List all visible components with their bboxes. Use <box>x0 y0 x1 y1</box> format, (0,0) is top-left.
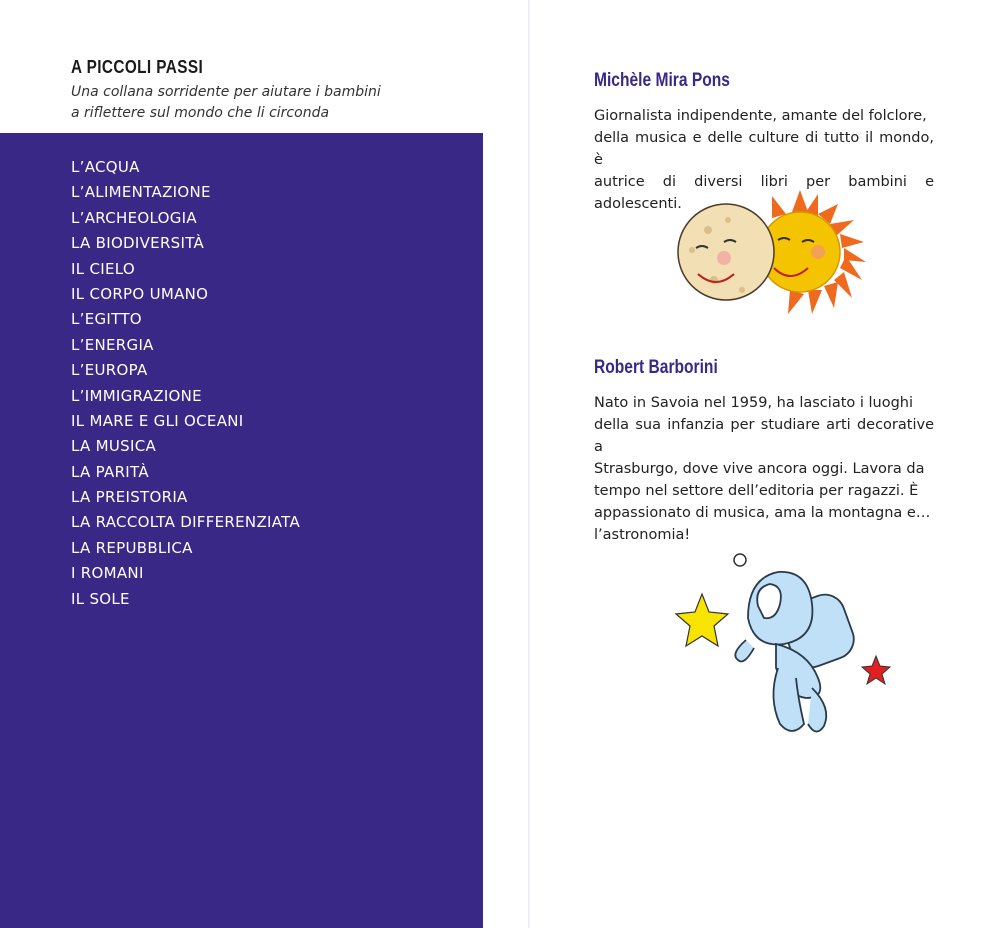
titles-list <box>71 155 300 612</box>
title-item: L’EGITTO <box>71 310 142 329</box>
bubble-icon <box>734 554 746 566</box>
title-item: LA PREISTORIA <box>71 488 188 507</box>
title-item: IL SOLE <box>71 589 130 608</box>
author-name-1: Michèle Mira Pons <box>594 70 730 91</box>
title-item: L’ACQUA <box>71 158 140 176</box>
title-item: LA RACCOLTA DIFFERENZIATA <box>71 513 300 532</box>
title-item: LA REPUBBLICA <box>71 538 193 557</box>
book-spine <box>528 0 531 928</box>
series-title: A PICCOLI PASSI <box>71 57 204 77</box>
title-item: IL CIELO <box>71 259 135 278</box>
title-item: L’IMMIGRAZIONE <box>71 386 202 405</box>
bio-line: l’astronomia! <box>594 527 691 543</box>
series-subtitle-line: Una collana sorridente per aiutare i bambini <box>71 84 381 100</box>
astronaut-icon <box>735 572 859 732</box>
red-star-icon <box>862 656 890 684</box>
bio-line: Nato in Savoia nel 1959, ha lasciato i luoghi <box>594 395 914 411</box>
title-item: I ROMANI <box>71 564 144 583</box>
bio-line: autrice di diversi libri per bambini e adolescenti. <box>594 174 934 212</box>
title-item: IL MARE E GLI OCEANI <box>71 411 244 430</box>
title-item: L’ENERGIA <box>71 335 154 354</box>
astronaut-illustration <box>668 548 898 743</box>
title-item: L’EUROPA <box>71 361 148 380</box>
bio-line: Strasburgo, dove vive ancora oggi. Lavora da <box>594 461 925 477</box>
title-item: L’ARCHEOLOGIA <box>71 208 197 227</box>
bio-line: appassionato di musica, ama la montagna e… <box>594 505 931 521</box>
bio-line: della musica e delle culture di tutto il mondo, è <box>594 130 934 168</box>
title-item: LA PARITÀ <box>71 462 149 481</box>
bio-line: tempo nel settore dell’editoria per ragazzi. È <box>594 483 919 499</box>
title-item: LA MUSICA <box>71 437 157 456</box>
titles-panel <box>0 133 483 928</box>
bio-line: Giornalista indipendente, amante del folclore, <box>594 108 927 124</box>
author-name-2: Robert Barborini <box>594 357 718 378</box>
title-item: LA BIODIVERSITÀ <box>71 234 205 253</box>
title-item: IL CORPO UMANO <box>71 284 209 303</box>
author-bio-2 <box>594 392 934 546</box>
sun-moon-illustration <box>668 190 868 315</box>
title-item: L’ALIMENTAZIONE <box>71 183 211 202</box>
series-subtitle-line: a riflettere sul mondo che li circonda <box>71 105 330 121</box>
yellow-star-icon <box>676 594 728 646</box>
series-subtitle <box>71 82 401 124</box>
bio-line: della sua infanzia per studiare arti decorative a <box>594 417 934 455</box>
